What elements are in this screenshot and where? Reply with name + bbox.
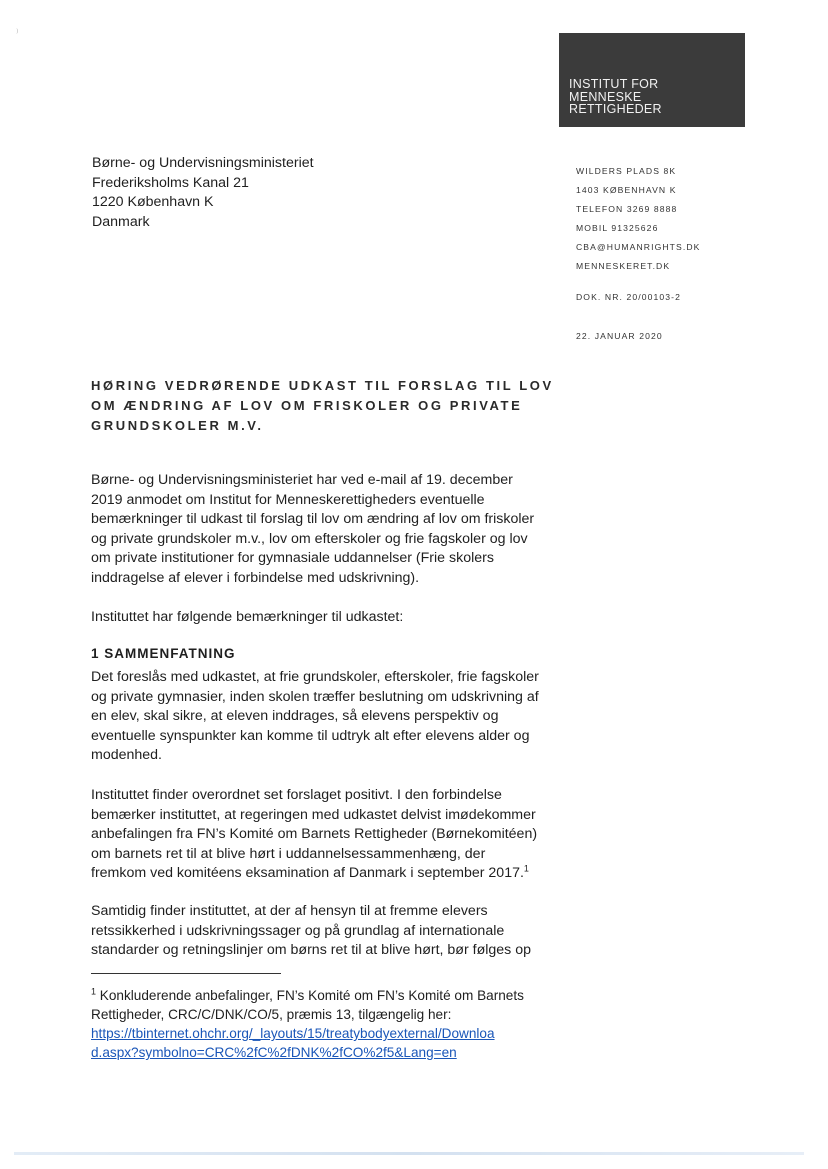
paragraph-line: og private gymnasier, inden skolen træffer beslutning om udskrivning af — [91, 688, 539, 705]
recipient-address — [92, 154, 314, 232]
scan-artifact — [14, 1152, 804, 1155]
logo-line: MENNESKE — [569, 89, 642, 104]
recipient-line: Børne- og Undervisningsministeriet — [92, 155, 314, 171]
logo-text — [569, 78, 662, 116]
paragraph-line — [91, 864, 567, 884]
paragraph-further — [91, 902, 567, 961]
recipient-line: Frederiksholms Kanal 21 — [92, 174, 249, 191]
scan-mark: ⁾ — [16, 28, 19, 39]
paragraph-line: standarder og retningslinjer om børns ret til at blive hørt, bør følges op — [91, 942, 531, 959]
footnote-link[interactable]: https://tbinternet.ohchr.org/_layouts/15/treatybodyexternal/Downloa — [91, 1026, 495, 1041]
sender-website: MENNESKERET.DK — [576, 261, 671, 271]
paragraph-line: Instituttet finder overordnet set forslaget positivt. I den forbindelse — [91, 787, 502, 803]
document-number: DOK. NR. 20/00103-2 — [576, 292, 681, 302]
paragraph-line: Samtidig finder instituttet, at der af hensyn til at fremme elevers — [91, 903, 488, 919]
paragraph-line: inddragelse af elever i forbindelse med udskrivning). — [91, 569, 420, 586]
paragraph-line: bemærkninger til udkast til forslag til lov om ændring af lov om friskoler — [91, 511, 535, 528]
title-line: HØRING VEDRØRENDE UDKAST TIL FORSLAG TIL LOV — [91, 378, 554, 393]
logo-line: RETTIGHEDER — [569, 102, 662, 116]
title-line: GRUNDSKOLER M.V. — [91, 418, 264, 433]
section-heading: 1 SAMMENFATNING — [91, 646, 236, 661]
recipient-line: 1220 København K — [92, 194, 214, 211]
paragraph-line: om barnets ret til at blive hørt i uddannelsessammenhæng, der — [91, 845, 486, 862]
paragraph-remarks — [91, 608, 567, 628]
footnote-divider — [91, 973, 281, 974]
sender-line: TELEFON 3269 8888 — [576, 204, 678, 214]
footnote-line: Rettigheder, CRC/C/DNK/CO/5, præmis 13, tilgængelig her: — [91, 1007, 452, 1022]
sender-line: WILDERS PLADS 8K — [576, 166, 677, 176]
sender-contact — [576, 162, 701, 276]
paragraph-line: eventuelle synspunkter kan komme til udtryk alt efter elevens alder og — [91, 727, 530, 744]
paragraph-intro — [91, 471, 567, 589]
paragraph-line: om private institutioner for gymnasiale uddannelser (Frie skolers — [91, 550, 494, 567]
title-line: OM ÆNDRING AF LOV OM FRISKOLER OG PRIVATE — [91, 398, 523, 413]
footnote-text: Konkluderende anbefalinger, FN’s Komité om FN’s Komité om Barnets — [99, 988, 524, 1003]
paragraph-line: Instituttet har følgende bemærkninger til udkastet: — [91, 609, 404, 625]
paragraph-line: 2019 anmodet om Institut for Menneskerettigheders eventuelle — [91, 491, 485, 508]
paragraph-line: Børne- og Undervisningsministeriet har ved e-mail af 19. december — [91, 472, 513, 488]
footnote-link[interactable]: d.aspx?symbolno=CRC%2fC%2fDNK%2fCO%2f5&Lang=en — [91, 1045, 457, 1060]
paragraph-line: en elev, skal sikre, at eleven inddrages, så elevens perspektiv og — [91, 708, 499, 725]
sender-line: MOBIL 91325626 — [576, 223, 659, 233]
recipient-line: Danmark — [92, 213, 150, 230]
sender-line: 1403 KØBENHAVN K — [576, 185, 677, 195]
institute-logo — [559, 33, 745, 127]
paragraph-line: retssikkerhed i udskrivningssager og på grundlag af internationale — [91, 922, 505, 939]
paragraph-line: modenhed. — [91, 747, 162, 764]
paragraph-summary — [91, 668, 567, 766]
paragraph-line: anbefalingen fra FN’s Komité om Barnets Rettigheder (Børnekomitéen) — [91, 826, 538, 843]
paragraph-assessment — [91, 786, 567, 884]
footnote — [91, 986, 561, 1062]
footnote-number: 1 — [91, 986, 97, 997]
logo-line: INSTITUT FOR — [569, 77, 659, 91]
footnote-reference[interactable]: 1 — [523, 863, 529, 874]
paragraph-line: bemærker instituttet, at regeringen med udkastet delvist imødekommer — [91, 806, 536, 823]
paragraph-line: og private grundskoler m.v., lov om efterskoler og frie fagskoler og lov — [91, 530, 528, 547]
document-title — [91, 376, 571, 436]
paragraph-text: fremkom ved komitéens eksamination af Danmark i september 2017. — [91, 865, 524, 882]
sender-email: CBA@HUMANRIGHTS.DK — [576, 242, 701, 252]
footnote-line — [91, 986, 561, 1005]
document-date: 22. JANUAR 2020 — [576, 331, 663, 341]
paragraph-line: Det foreslås med udkastet, at frie grundskoler, efterskoler, frie fagskoler — [91, 669, 539, 685]
